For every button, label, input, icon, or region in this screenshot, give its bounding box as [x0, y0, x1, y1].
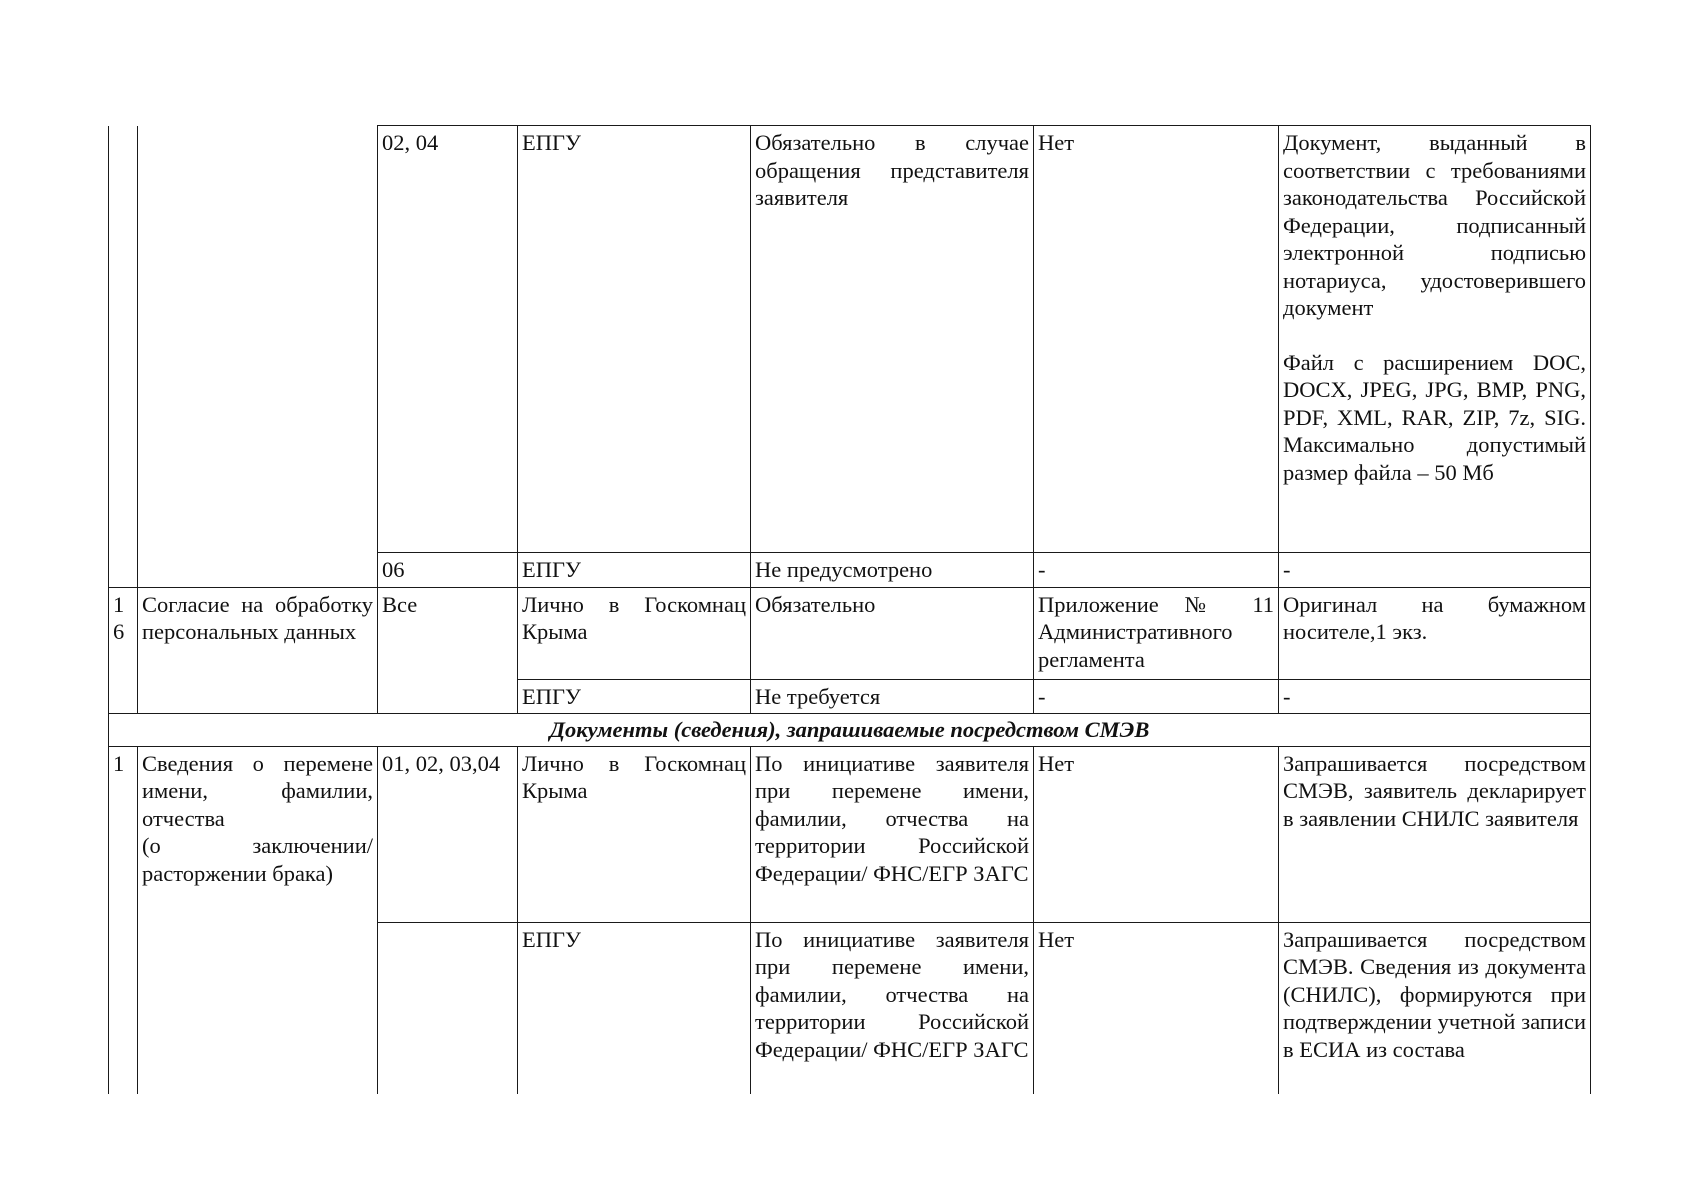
form-cell: Нет [1034, 922, 1279, 1094]
table-row [109, 587, 1591, 679]
channel-cell: ЕПГУ [518, 679, 751, 714]
document-name-line: Сведения о перемене имени, фамилии, отчества [142, 750, 373, 831]
channel-cell: ЕПГУ [518, 126, 751, 553]
code-cell: Все [378, 587, 518, 714]
notes-paragraph: Документ, выданный в соответствии с требованиями законодательства Российской Федерации, подписанный электронной подписью нотариуса, удостоверившего документ [1283, 130, 1586, 320]
code-cell: 01, 02, 03,04 [378, 746, 518, 922]
requirement-cell: Обязательно [751, 587, 1034, 679]
notes-cell: Запрашивается посредством СМЭВ. Сведения из документа (СНИЛС), формируются при подтверждении учетной записи в ЕСИА из состава [1279, 922, 1591, 1094]
code-cell [378, 922, 518, 1094]
requirement-cell: Обязательно в случае обращения представителя заявителя [751, 126, 1034, 553]
requirement-cell: Не предусмотрено [751, 553, 1034, 588]
channel-cell: Лично в Госкомнац Крыма [518, 746, 751, 922]
documents-table [108, 125, 1591, 1094]
row-number-cell: 1 [109, 746, 138, 1094]
notes-cell: - [1279, 679, 1591, 714]
document-name-cell [138, 746, 378, 1094]
row-number-cell-continued [109, 126, 138, 588]
form-cell: Приложение № 11 Административного регламента [1034, 587, 1279, 679]
document-name-line: (о заключении/ расторжении брака) [142, 833, 373, 886]
table-row [109, 746, 1591, 922]
document-name-cell: Согласие на обработку персональных данных [138, 587, 378, 714]
form-cell: Нет [1034, 126, 1279, 553]
channel-cell: ЕПГУ [518, 922, 751, 1094]
form-cell: - [1034, 553, 1279, 588]
form-cell: - [1034, 679, 1279, 714]
form-cell: Нет [1034, 746, 1279, 922]
notes-cell: - [1279, 553, 1591, 588]
channel-cell: Лично в Госкомнац Крыма [518, 587, 751, 679]
table-row [109, 126, 1591, 553]
notes-cell: Запрашивается посредством СМЭВ, заявитель декларирует в заявлении СНИЛС заявителя [1279, 746, 1591, 922]
requirement-cell: Не требуется [751, 679, 1034, 714]
code-cell: 02, 04 [378, 126, 518, 553]
notes-paragraph: Файл с расширением DOC, DOCX, JPEG, JPG, BMP, PNG, PDF, XML, RAR, ZIP, 7z, SIG. Максимально допустимый размер файла – 50 Мб [1283, 349, 1586, 485]
requirement-cell: По инициативе заявителя при перемене имени, фамилии, отчества на территории Российской Федерации/ ФНС/ЕГР ЗАГС [751, 922, 1034, 1094]
requirement-cell: По инициативе заявителя при перемене имени, фамилии, отчества на территории Российской Федерации/ ФНС/ЕГР ЗАГС [751, 746, 1034, 922]
notes-cell [1279, 126, 1591, 553]
row-number-cell: 16 [109, 587, 138, 714]
channel-cell: ЕПГУ [518, 553, 751, 588]
section-header-row [109, 714, 1591, 747]
code-cell: 06 [378, 553, 518, 588]
section-title: Документы (сведения), запрашиваемые посредством СМЭВ [109, 714, 1591, 747]
document-name-cell-continued [138, 126, 378, 588]
notes-cell: Оригинал на бумажном носителе,1 экз. [1279, 587, 1591, 679]
